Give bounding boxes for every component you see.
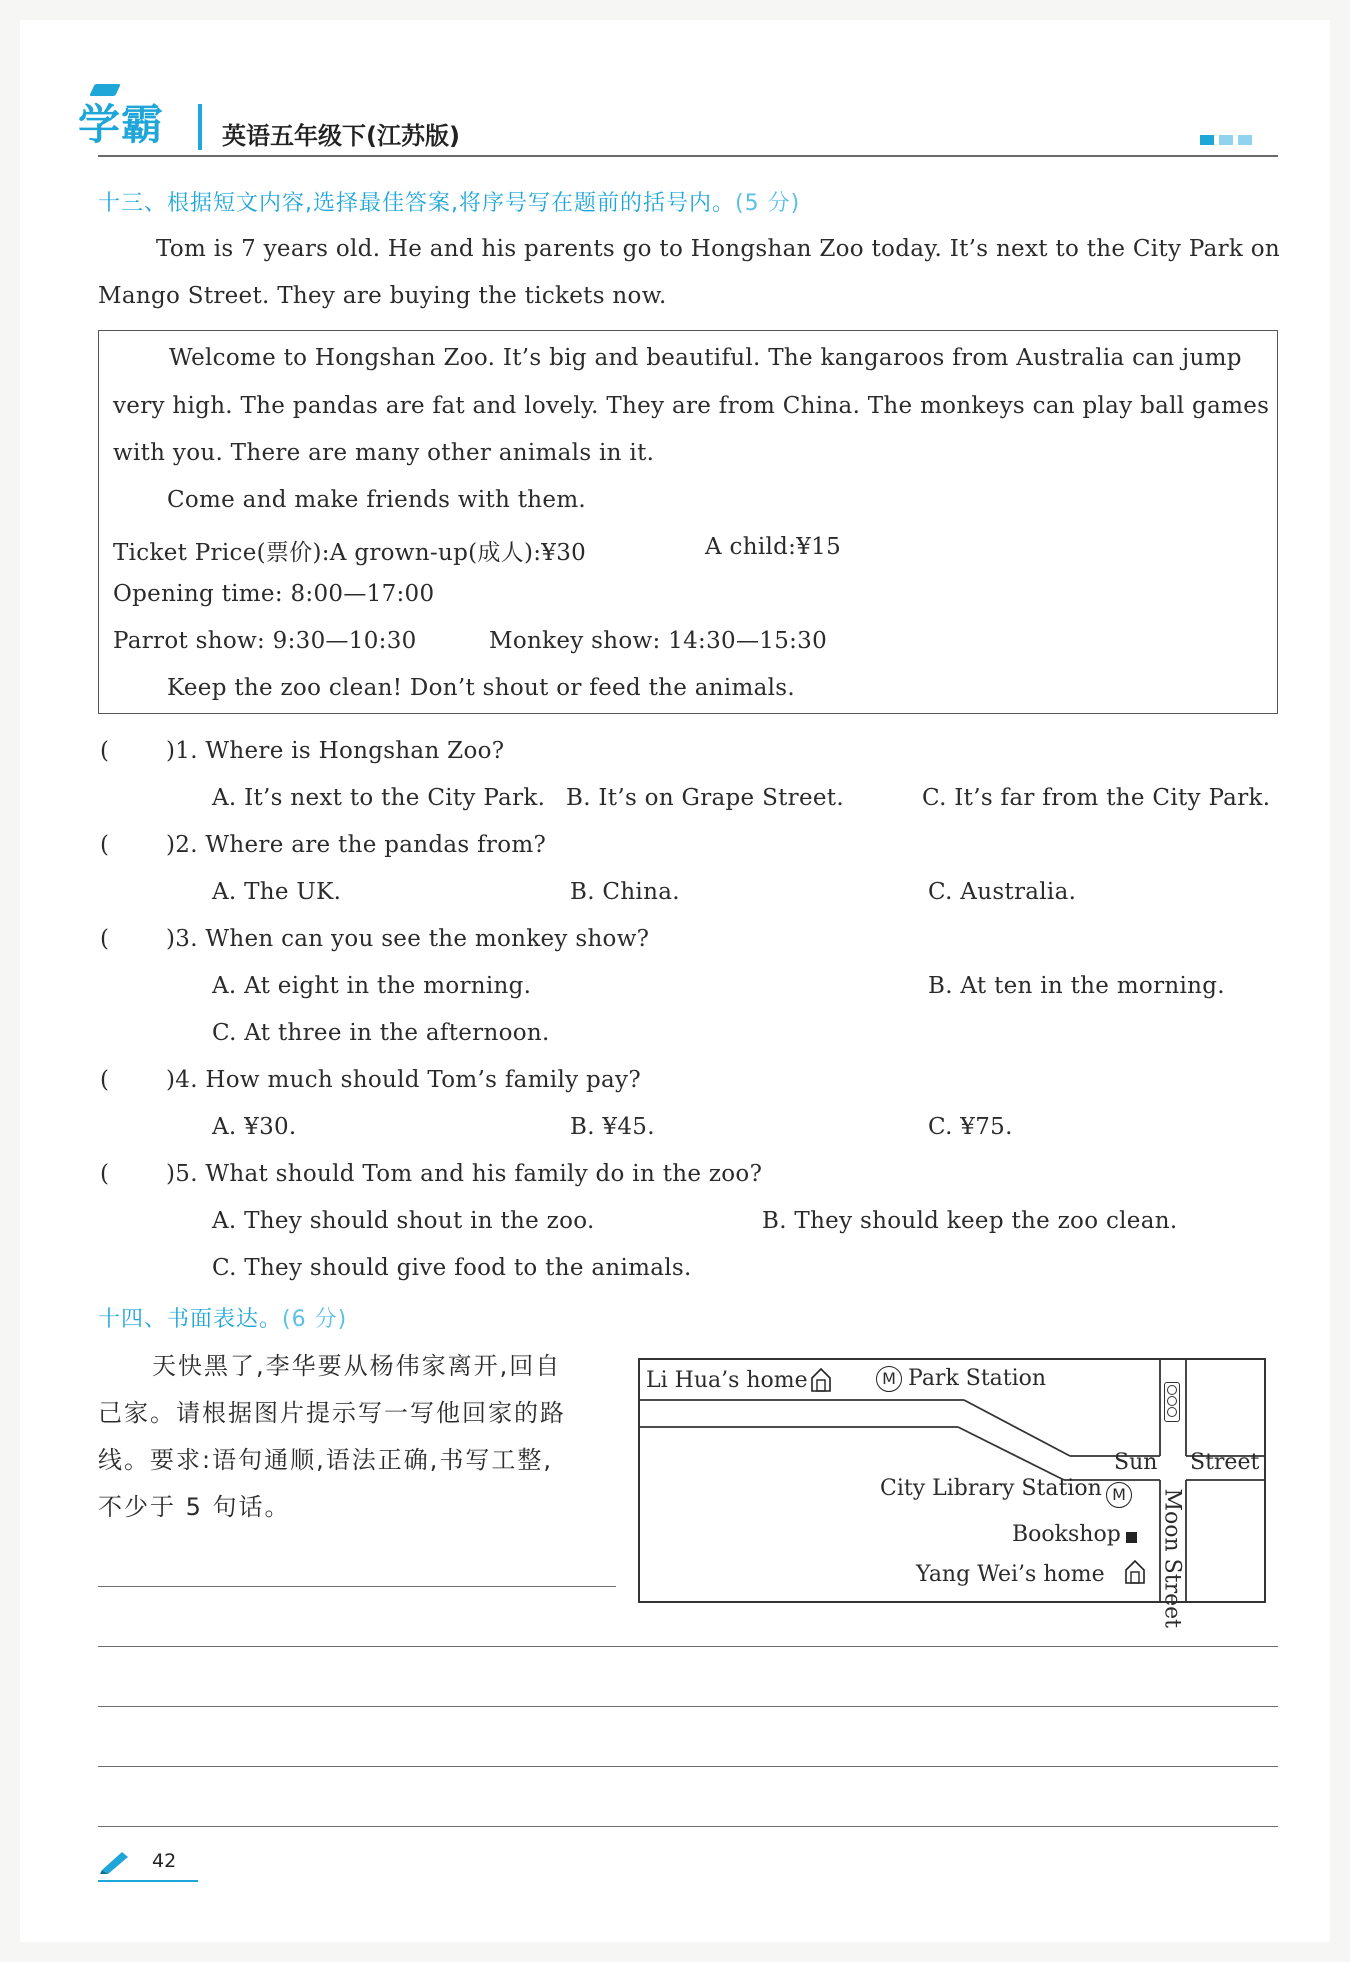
notice-line-1: Welcome to Hongshan Zoo. It’s big and beautiful. The kangaroos from Australia can jump (169, 345, 1242, 371)
option-c: C. At three in the afternoon. (212, 1020, 550, 1046)
page-number: 42 (152, 1850, 177, 1872)
question-stem: )5. What should Tom and his family do in the zoo? (166, 1161, 763, 1187)
route-map (638, 1358, 1266, 1628)
metro-icon: M (1106, 1482, 1132, 1508)
writing-line[interactable] (98, 1586, 616, 1587)
option-a: A. They should shout in the zoo. (212, 1208, 595, 1234)
brand-logo: 学霸 (78, 100, 165, 149)
li-hua-home-label: Li Hua’s home (646, 1368, 808, 1393)
bookshop-label: Bookshop (1012, 1522, 1121, 1547)
answer-bracket[interactable]: ( (100, 926, 109, 952)
header-decoration (1200, 130, 1257, 149)
answer-bracket[interactable]: ( (100, 738, 109, 764)
option-a: A. ¥30. (212, 1114, 297, 1140)
option-a: A. The UK. (212, 879, 342, 905)
section-14-title: 十四、书面表达。(6 分) (98, 1307, 348, 1332)
option-b: B. They should keep the zoo clean. (762, 1208, 1178, 1234)
book-title: 英语五年级下(江苏版) (222, 122, 460, 150)
zoo-notice-box (98, 330, 1278, 714)
answer-bracket[interactable]: ( (100, 1161, 109, 1187)
answer-bracket[interactable]: ( (100, 832, 109, 858)
question-stem: )2. Where are the pandas from? (166, 832, 547, 858)
question-stem: )3. When can you see the monkey show? (166, 926, 650, 952)
intro-line-2: Mango Street. They are buying the tickets now. (98, 283, 667, 309)
writing-line[interactable] (98, 1646, 1278, 1647)
opening-time: Opening time: 8:00—17:00 (113, 581, 435, 607)
option-c: C. ¥75. (928, 1114, 1013, 1140)
header-rule (98, 155, 1278, 157)
option-b: B. ¥45. (570, 1114, 655, 1140)
park-station-label: Park Station (908, 1366, 1047, 1391)
parrot-show: Parrot show: 9:30—10:30 (113, 628, 417, 654)
footer-rule (98, 1880, 198, 1882)
city-library-station-label: City Library Station (880, 1476, 1102, 1501)
question-stem: )1. Where is Hongshan Zoo? (166, 738, 505, 764)
option-b: B. China. (570, 879, 680, 905)
house-icon (810, 1366, 832, 1392)
section-13-title: 十三、根据短文内容,选择最佳答案,将序号写在题前的括号内。(5 分) (98, 191, 801, 216)
bookshop-marker-icon (1126, 1532, 1137, 1543)
zoo-rule: Keep the zoo clean! Don’t shout or feed the animals. (167, 675, 796, 701)
option-a: A. At eight in the morning. (212, 973, 532, 999)
answer-bracket[interactable]: ( (100, 1067, 109, 1093)
notice-line-2: very high. The pandas are fat and lovely. They are from China. The monkeys can play ball games (113, 393, 1270, 419)
option-c: C. They should give food to the animals. (212, 1255, 692, 1281)
brand-divider (198, 104, 202, 150)
intro-line-1: Tom is 7 years old. He and his parents go to Hongshan Zoo today. It’s next to the City Park on (156, 236, 1281, 262)
prompt-line-3: 线。要求:语句通顺,语法正确,书写工整, (98, 1446, 553, 1474)
prompt-line-4: 不少于 5 句话。 (98, 1493, 291, 1521)
writing-line[interactable] (98, 1766, 1278, 1767)
ticket-price: Ticket Price(票价):A grown-up(成人):¥30 (113, 540, 587, 566)
house-icon (1124, 1558, 1146, 1584)
ticket-price-child: A child:¥15 (705, 534, 841, 560)
question-stem: )4. How much should Tom’s family pay? (166, 1067, 641, 1093)
writing-line[interactable] (98, 1826, 1278, 1827)
metro-icon: M (876, 1366, 902, 1392)
option-a: A. It’s next to the City Park. (212, 785, 546, 811)
writing-line[interactable] (98, 1706, 1278, 1707)
pencil-icon (98, 1848, 132, 1874)
option-b: B. It’s on Grape Street. (566, 785, 844, 811)
option-c: C. Australia. (928, 879, 1077, 905)
street-label: Street (1190, 1450, 1260, 1475)
sun-label: Sun (1114, 1450, 1158, 1475)
option-c: C. It’s far from the City Park. (922, 785, 1271, 811)
notice-line-3: with you. There are many other animals in it. (113, 440, 655, 466)
yang-wei-home-label: Yang Wei’s home (916, 1562, 1105, 1587)
monkey-show: Monkey show: 14:30—15:30 (489, 628, 828, 654)
prompt-line-2: 己家。请根据图片提示写一写他回家的路 (98, 1399, 566, 1427)
notice-line-4: Come and make friends with them. (167, 487, 587, 513)
moon-street-label: Moon Street (1159, 1488, 1185, 1628)
option-b: B. At ten in the morning. (928, 973, 1225, 999)
prompt-line-1: 天快黑了,李华要从杨伟家离开,回自 (152, 1352, 562, 1380)
traffic-light-icon (1164, 1382, 1180, 1422)
